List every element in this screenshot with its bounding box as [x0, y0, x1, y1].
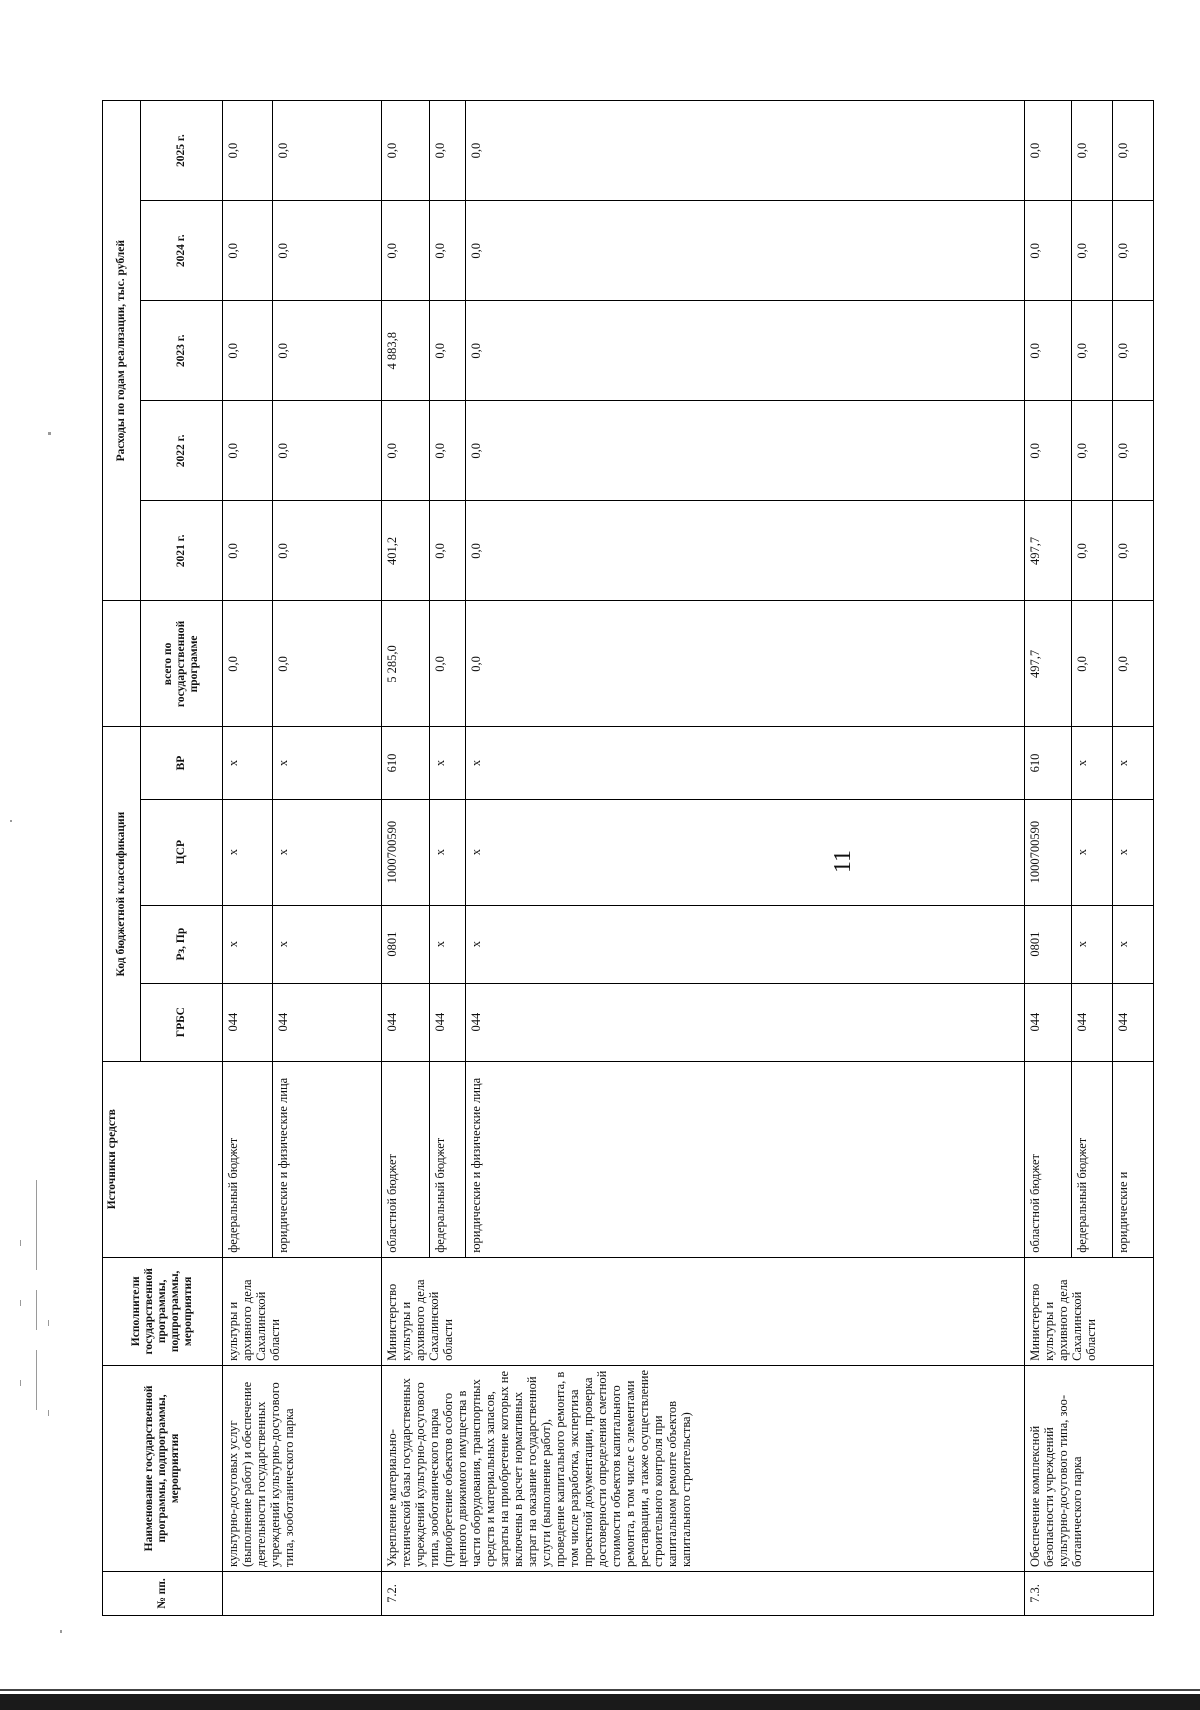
table-row	[223, 101, 272, 1616]
grbs-code: 044	[1113, 983, 1154, 1061]
csr-code: х	[466, 799, 1025, 905]
value-2021: 0,0	[272, 501, 382, 601]
total-value: 497,7	[1025, 601, 1072, 727]
value-2021: 497,7	[1025, 501, 1072, 601]
total-value: 0,0	[429, 601, 466, 727]
table-row	[1025, 101, 1072, 1616]
grbs-code: 044	[466, 983, 1025, 1061]
funding-source: федеральный бюджет	[1072, 1061, 1113, 1257]
value-2025: 0,0	[272, 101, 382, 201]
value-2023: 0,0	[272, 301, 382, 401]
scan-speck	[60, 1630, 62, 1633]
value-2025: 0,0	[466, 101, 1025, 201]
funding-source: федеральный бюджет	[223, 1061, 272, 1257]
grbs-code: 044	[429, 983, 466, 1061]
total-value: 0,0	[466, 601, 1025, 727]
value-2023: 0,0	[1025, 301, 1072, 401]
scan-bottom-band	[0, 1694, 1200, 1710]
value-2021: 0,0	[429, 501, 466, 601]
scan-speck	[10, 820, 12, 822]
vr-code: 610	[382, 727, 429, 799]
header-sources: Источники средств	[103, 1061, 223, 1257]
rzpr-code: х	[272, 905, 382, 983]
value-2022: 0,0	[1113, 401, 1154, 501]
header-2022: 2022 г.	[140, 401, 223, 501]
row-number: 7.3.	[1025, 1571, 1154, 1615]
grbs-code: 044	[272, 983, 382, 1061]
value-2025: 0,0	[429, 101, 466, 201]
vr-code: х	[1072, 727, 1113, 799]
measure-name: культурно-досуговых услуг (выполнение работ) и обеспечение деятельности государственных учреждений культурно-досугового типа, зооботанического парка	[223, 1365, 382, 1571]
rzpr-code: х	[466, 905, 1025, 983]
funding-source: федеральный бюджет	[429, 1061, 466, 1257]
header-vr: ВР	[140, 727, 223, 799]
header-csr: ЦСР	[140, 799, 223, 905]
value-2024: 0,0	[382, 201, 429, 301]
funding-source: юридические и физические лица	[272, 1061, 382, 1257]
vr-code: 610	[1025, 727, 1072, 799]
total-value: 0,0	[1113, 601, 1154, 727]
value-2024: 0,0	[466, 201, 1025, 301]
measure-name: Укрепление материально-технической базы государственных учреждений культурно-досугового типа, зооботанического парка (приобретение объектов особого ценного движимого имущества в части оборудования, транспортных средств и материальных запасов, затраты на приобретение которых не включены в расчет нормативных затрат на оказание государственной услуги (выполнение работ), проведение капитального ремонта, в том числе разработка, экспертиза проектной документации, проверка достоверности определения сметной стоимости объектов капитального ремонта, в том числе с элементами реставрации, а также осуществление строительного контроля при капитальном ремонте объектов капитального строительства)	[382, 1365, 1025, 1571]
header-budget-code: Код бюджетной классификации	[103, 727, 141, 1061]
grbs-code: 044	[223, 983, 272, 1061]
csr-code: х	[272, 799, 382, 905]
value-2025: 0,0	[223, 101, 272, 201]
measure-name: Обеспечение комплексной безопасности учреждений культурно-досугового типа, зооботанического парка	[1025, 1365, 1154, 1571]
value-2022: 0,0	[272, 401, 382, 501]
header-2024: 2024 г.	[140, 201, 223, 301]
vr-code: х	[1113, 727, 1154, 799]
header-name: Наименование государственной программы, подпрограммы, мероприятия	[103, 1365, 223, 1571]
funding-source: юридические и физические лица	[466, 1061, 1025, 1257]
value-2025: 0,0	[1072, 101, 1113, 201]
grbs-code: 044	[1072, 983, 1113, 1061]
rzpr-code: х	[429, 905, 466, 983]
total-value: 0,0	[1072, 601, 1113, 727]
value-2024: 0,0	[1113, 201, 1154, 301]
rzpr-code: 0801	[1025, 905, 1072, 983]
value-2024: 0,0	[1025, 201, 1072, 301]
value-2024: 0,0	[223, 201, 272, 301]
value-2024: 0,0	[429, 201, 466, 301]
value-2022: 0,0	[382, 401, 429, 501]
value-2021: 0,0	[223, 501, 272, 601]
budget-table	[102, 100, 1154, 1616]
header-2023: 2023 г.	[140, 301, 223, 401]
table-row	[382, 101, 429, 1616]
header-total: всего по государственной программе	[140, 601, 223, 727]
value-2022: 0,0	[1072, 401, 1113, 501]
total-value: 0,0	[223, 601, 272, 727]
executor: Министерство культуры и архивного дела Сахалинской области	[382, 1257, 1025, 1365]
value-2023: 4 883,8	[382, 301, 429, 401]
value-2021: 401,2	[382, 501, 429, 601]
vr-code: х	[429, 727, 466, 799]
header-2021: 2021 г.	[140, 501, 223, 601]
value-2022: 0,0	[223, 401, 272, 501]
header-num: № пп.	[103, 1571, 223, 1615]
rzpr-code: 0801	[382, 905, 429, 983]
csr-code: 1000700590	[1025, 799, 1072, 905]
margin-scan-marks	[14, 1180, 54, 1510]
value-2021: 0,0	[466, 501, 1025, 601]
total-value: 0,0	[272, 601, 382, 727]
value-2022: 0,0	[429, 401, 466, 501]
vr-code: х	[272, 727, 382, 799]
value-2024: 0,0	[272, 201, 382, 301]
csr-code: х	[429, 799, 466, 905]
total-value: 5 285,0	[382, 601, 429, 727]
budget-table-sheet	[102, 100, 1154, 1616]
header-row-1	[103, 101, 141, 1616]
value-2024: 0,0	[1072, 201, 1113, 301]
grbs-code: 044	[382, 983, 429, 1061]
header-2025: 2025 г.	[140, 101, 223, 201]
vr-code: х	[223, 727, 272, 799]
row-number	[223, 1571, 382, 1615]
csr-code: х	[1113, 799, 1154, 905]
value-2023: 0,0	[429, 301, 466, 401]
value-2023: 0,0	[223, 301, 272, 401]
rzpr-code: х	[1072, 905, 1113, 983]
scan-edge-line	[0, 1689, 1200, 1691]
csr-code: х	[223, 799, 272, 905]
value-2022: 0,0	[1025, 401, 1072, 501]
header-grbs: ГРБС	[140, 983, 223, 1061]
row-number: 7.2.	[382, 1571, 1025, 1615]
funding-source: областной бюджет	[1025, 1061, 1072, 1257]
value-2025: 0,0	[382, 101, 429, 201]
grbs-code: 044	[1025, 983, 1072, 1061]
value-2021: 0,0	[1113, 501, 1154, 601]
page-number: 11	[830, 849, 857, 874]
csr-code: 1000700590	[382, 799, 429, 905]
value-2022: 0,0	[466, 401, 1025, 501]
value-2021: 0,0	[1072, 501, 1113, 601]
value-2023: 0,0	[1072, 301, 1113, 401]
rzpr-code: х	[223, 905, 272, 983]
header-expenses: Расходы по годам реализации, тыс. рублей	[103, 101, 141, 601]
rzpr-code: х	[1113, 905, 1154, 983]
header-rzpr: Рз, Пр	[140, 905, 223, 983]
scan-speck	[48, 432, 51, 435]
csr-code: х	[1072, 799, 1113, 905]
value-2025: 0,0	[1113, 101, 1154, 201]
value-2025: 0,0	[1025, 101, 1072, 201]
header-blank	[103, 601, 141, 727]
value-2023: 0,0	[466, 301, 1025, 401]
header-executor: Исполнители государственной программы, подпрограммы, мероприятия	[103, 1257, 223, 1365]
value-2023: 0,0	[1113, 301, 1154, 401]
funding-source: областной бюджет	[382, 1061, 429, 1257]
executor: Министерство культуры и архивного дела Сахалинской области	[1025, 1257, 1154, 1365]
vr-code: х	[466, 727, 1025, 799]
executor: культуры и архивного дела Сахалинской области	[223, 1257, 382, 1365]
funding-source: юридические и	[1113, 1061, 1154, 1257]
